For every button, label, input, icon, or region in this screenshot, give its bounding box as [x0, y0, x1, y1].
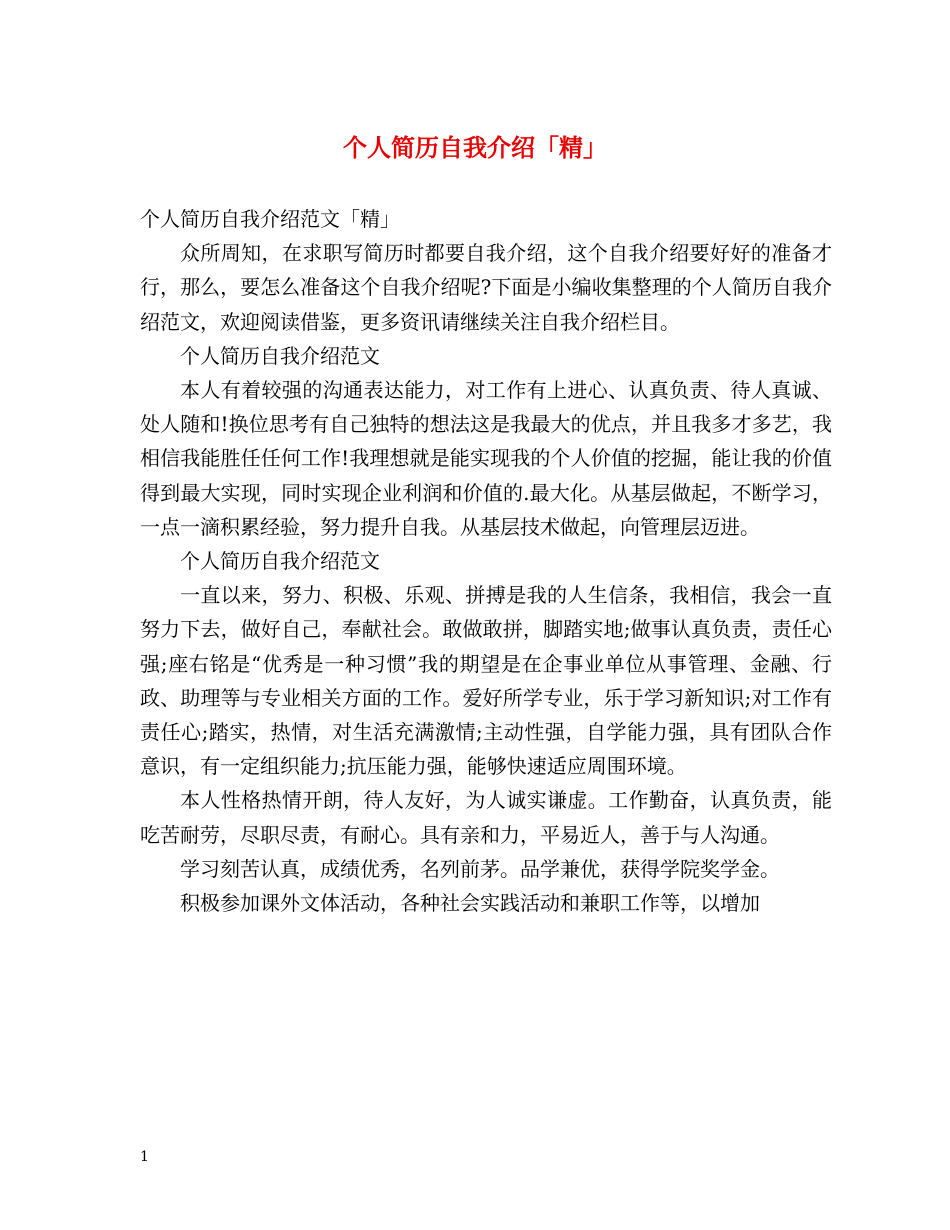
section-heading: 个人简历自我介绍范文	[180, 549, 380, 574]
page-number: 1	[140, 1149, 149, 1165]
body-paragraph: 本人性格热情开朗，待人友好，为人诚实谦虚。工作勤奋，认真负责，能吃苦耐劳，尽职尽责，有耐心。具有亲和力，平易近人，善于与人沟通。	[140, 788, 832, 847]
intro-paragraph: 众所周知，在求职写简历时都要自我介绍，这个自我介绍要好好的准备才行，那么，要怎么准备这个自我介绍呢?下面是小编收集整理的个人简历自我介绍范文，欢迎阅读借鉴，更多资讯请继续关注自我介绍栏目。	[140, 241, 832, 334]
document-body	[140, 202, 832, 920]
body-paragraph: 一直以来，努力、积极、乐观、拼搏是我的人生信条，我相信，我会一直努力下去，做好自己，奉献社会。敢做敢拼，脚踏实地;做事认真负责，责任心强;座右铭是“优秀是一种习惯”我的期望是在企事业单位从事管理、金融、行政、助理等与专业相关方面的工作。爱好所学专业，乐于学习新知识;对工作有责任心;踏实，热情，对生活充满激情;主动性强，自学能力强，具有团队合作意识，有一定组织能力;抗压能力强，能够快速适应周围环境。	[140, 583, 832, 779]
body-paragraph: 积极参加课外文体活动，各种社会实践活动和兼职工作等，以增加	[180, 891, 760, 916]
body-paragraph: 学习刻苦认真，成绩优秀，名列前茅。品学兼优，获得学院奖学金。	[180, 856, 780, 881]
body-paragraph: 本人有着较强的沟通表达能力，对工作有上进心、认真负责、待人真诚、处人随和!换位思考有自己独特的想法这是我最大的优点，并且我多才多艺，我相信我能胜任任何工作!我理想就是能实现我的个人价值的挖掘，能让我的价值得到最大实现，同时实现企业利润和价值的.最大化。从基层做起，不断学习，一点一滴积累经验，努力提升自我。从基层技术做起，向管理层迈进。	[140, 378, 832, 539]
document-subtitle: 个人简历自我介绍范文「精」	[140, 207, 400, 231]
document-title: 个人简历自我介绍「精」	[343, 133, 607, 162]
section-heading: 个人简历自我介绍范文	[180, 343, 380, 368]
